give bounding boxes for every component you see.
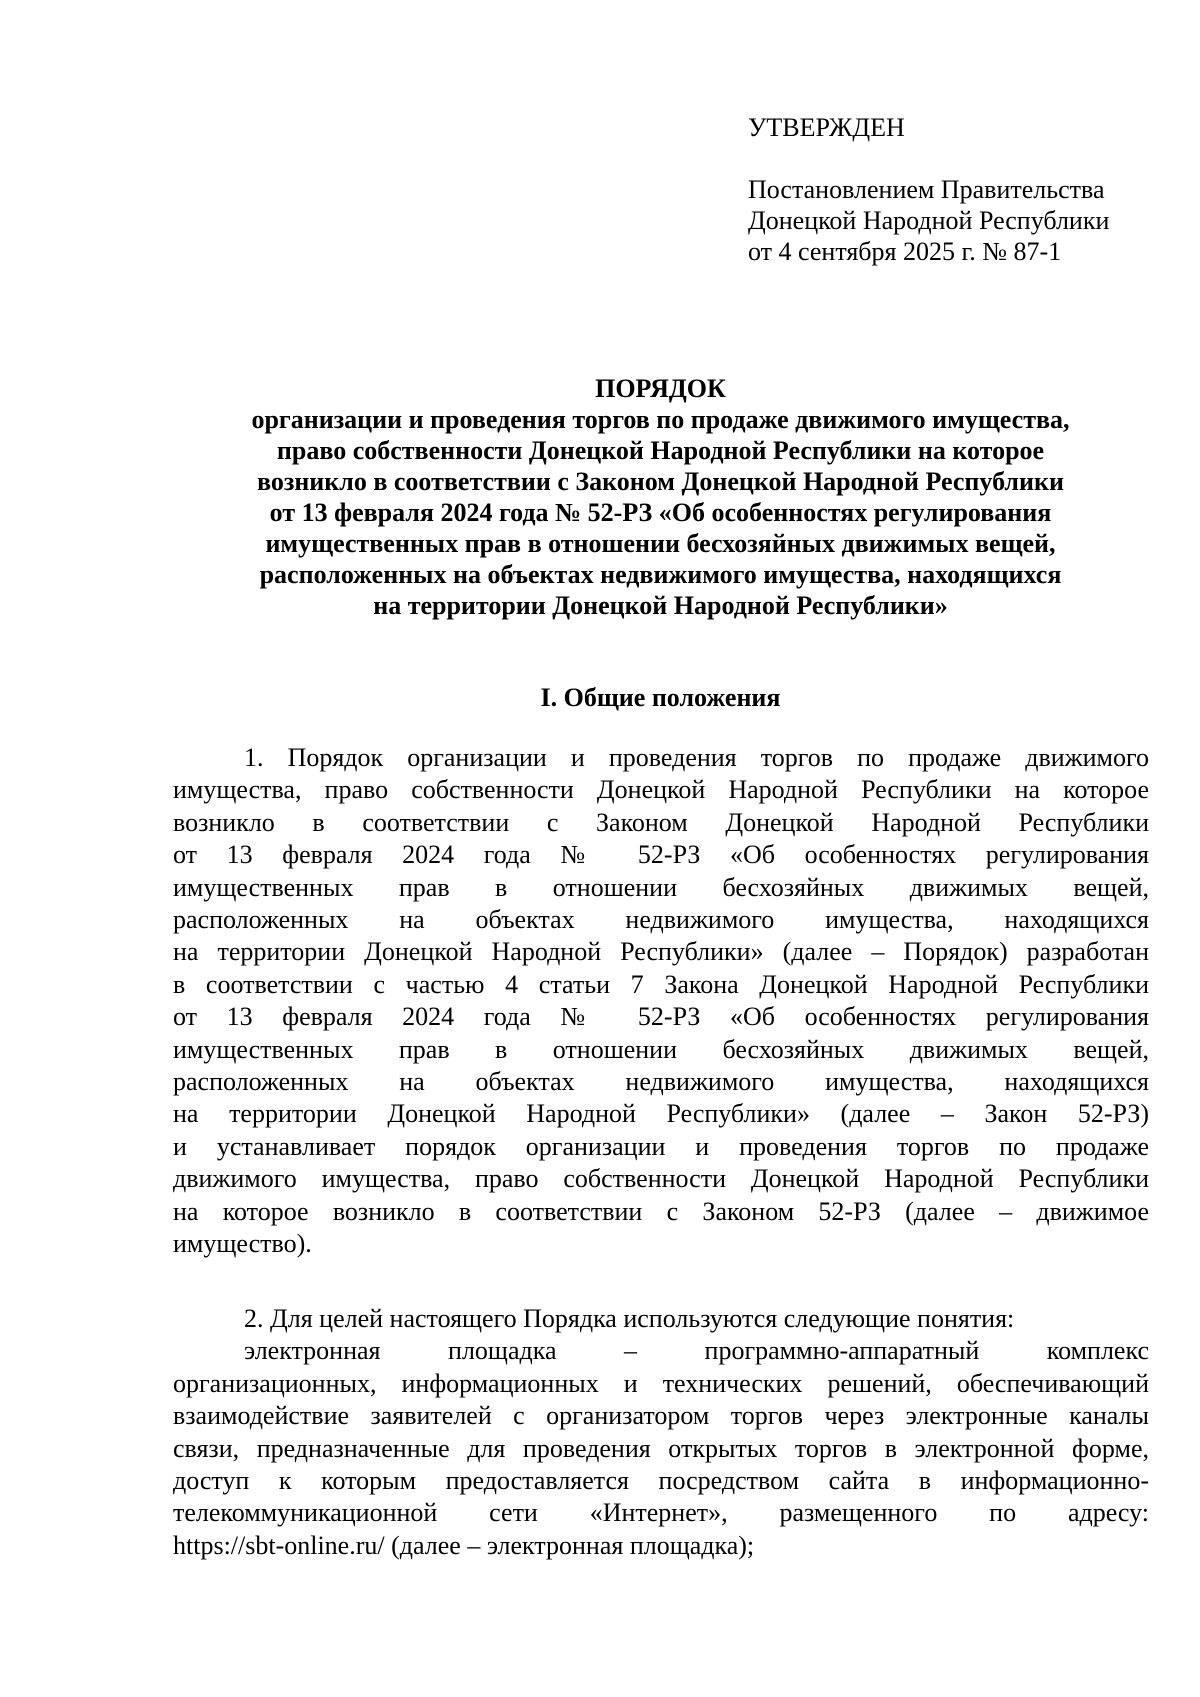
paragraph-line: на территории Донецкой Народной Республики» (далее – Закон 52-РЗ) <box>173 1099 1149 1129</box>
approval-stamp <box>748 112 1109 267</box>
paragraph-line: на которое возникло в соответствии с Законом 52-РЗ (далее – движимое <box>173 1196 1149 1226</box>
paragraph-1 <box>173 742 1149 1261</box>
paragraph-2 <box>173 1303 1149 1562</box>
section-heading: I. Общие положения <box>540 683 781 712</box>
document-title-heading: ПОРЯДОК <box>595 374 726 403</box>
paragraph-line: связи, предназначенные для проведения открытых торгов в электронной форме, <box>173 1433 1149 1463</box>
approval-line: от 4 сентября 2025 г. № 87-1 <box>748 237 1062 266</box>
paragraph-line: имущество). <box>173 1229 312 1259</box>
paragraph-line: имущественных прав в отношении бесхозяйных движимых вещей, <box>173 1034 1149 1064</box>
document-title-line: право собственности Донецкой Народной Республики на которое <box>276 436 1045 465</box>
paragraph-line: электронная площадка – программно-аппаратный комплекс <box>244 1336 1149 1366</box>
paragraph-line: движимого имущества, право собственности Донецкой Народной Республики <box>173 1164 1149 1194</box>
paragraph-line: доступ к которым предоставляется посредством сайта в информационно- <box>173 1466 1149 1496</box>
paragraph-line: 1. Порядок организации и проведения торгов по продаже движимого <box>244 743 1149 772</box>
paragraph-line: взаимодействие заявителей с организатором торгов через электронные каналы <box>173 1401 1149 1431</box>
paragraph-line: расположенных на объектах недвижимого имущества, находящихся <box>173 905 1149 935</box>
paragraph-line: возникло в соответствии с Законом Донецкой Народной Республики <box>173 807 1149 837</box>
paragraph-line: от 13 февраля 2024 года № 52-РЗ «Об особенностях регулирования <box>173 840 1149 870</box>
paragraph-line: телекоммуникационной сети «Интернет», размещенного по адресу: <box>173 1498 1149 1528</box>
paragraph-line: организационных, информационных и технических решений, обеспечивающий <box>173 1368 1149 1398</box>
document-title-line: расположенных на объектах недвижимого имущества, находящихся <box>259 560 1062 589</box>
paragraph-line: в соответствии с частью 4 статьи 7 Закона Донецкой Народной Республики <box>173 969 1149 999</box>
paragraph-line: от 13 февраля 2024 года № 52-РЗ «Об особенностях регулирования <box>173 1002 1149 1032</box>
paragraph-line: расположенных на объектах недвижимого имущества, находящихся <box>173 1067 1149 1097</box>
document-title-line: от 13 февраля 2024 года № 52-РЗ «Об особенностях регулирования <box>269 498 1052 527</box>
document-title-line: возникло в соответствии с Законом Донецкой Народной Республики <box>257 467 1064 496</box>
document-title <box>170 373 1151 621</box>
approval-line: Донецкой Народной Республики <box>748 206 1110 235</box>
paragraph-line: https://sbt-online.ru/ (далее – электронная площадка); <box>173 1530 755 1560</box>
approval-title: УТВЕРЖДЕН <box>748 113 905 142</box>
document-title-line: организации и проведения торгов по продаже движимого имущества, <box>251 405 1070 434</box>
document-title-line: на территории Донецкой Народной Республики» <box>373 591 948 620</box>
approval-line: Постановлением Правительства <box>748 175 1105 204</box>
paragraph-line: и устанавливает порядок организации и проведения торгов по продаже <box>173 1131 1149 1161</box>
paragraph-line: имущества, право собственности Донецкой Народной Республики на которое <box>173 775 1149 805</box>
paragraph-line: 2. Для целей настоящего Порядка используются следующие понятия: <box>244 1304 1015 1333</box>
paragraph-line: имущественных прав в отношении бесхозяйных движимых вещей, <box>173 872 1149 902</box>
document-title-line: имущественных прав в отношении бесхозяйных движимых вещей, <box>265 529 1056 558</box>
paragraph-line: на территории Донецкой Народной Республики» (далее – Порядок) разработан <box>173 937 1149 967</box>
